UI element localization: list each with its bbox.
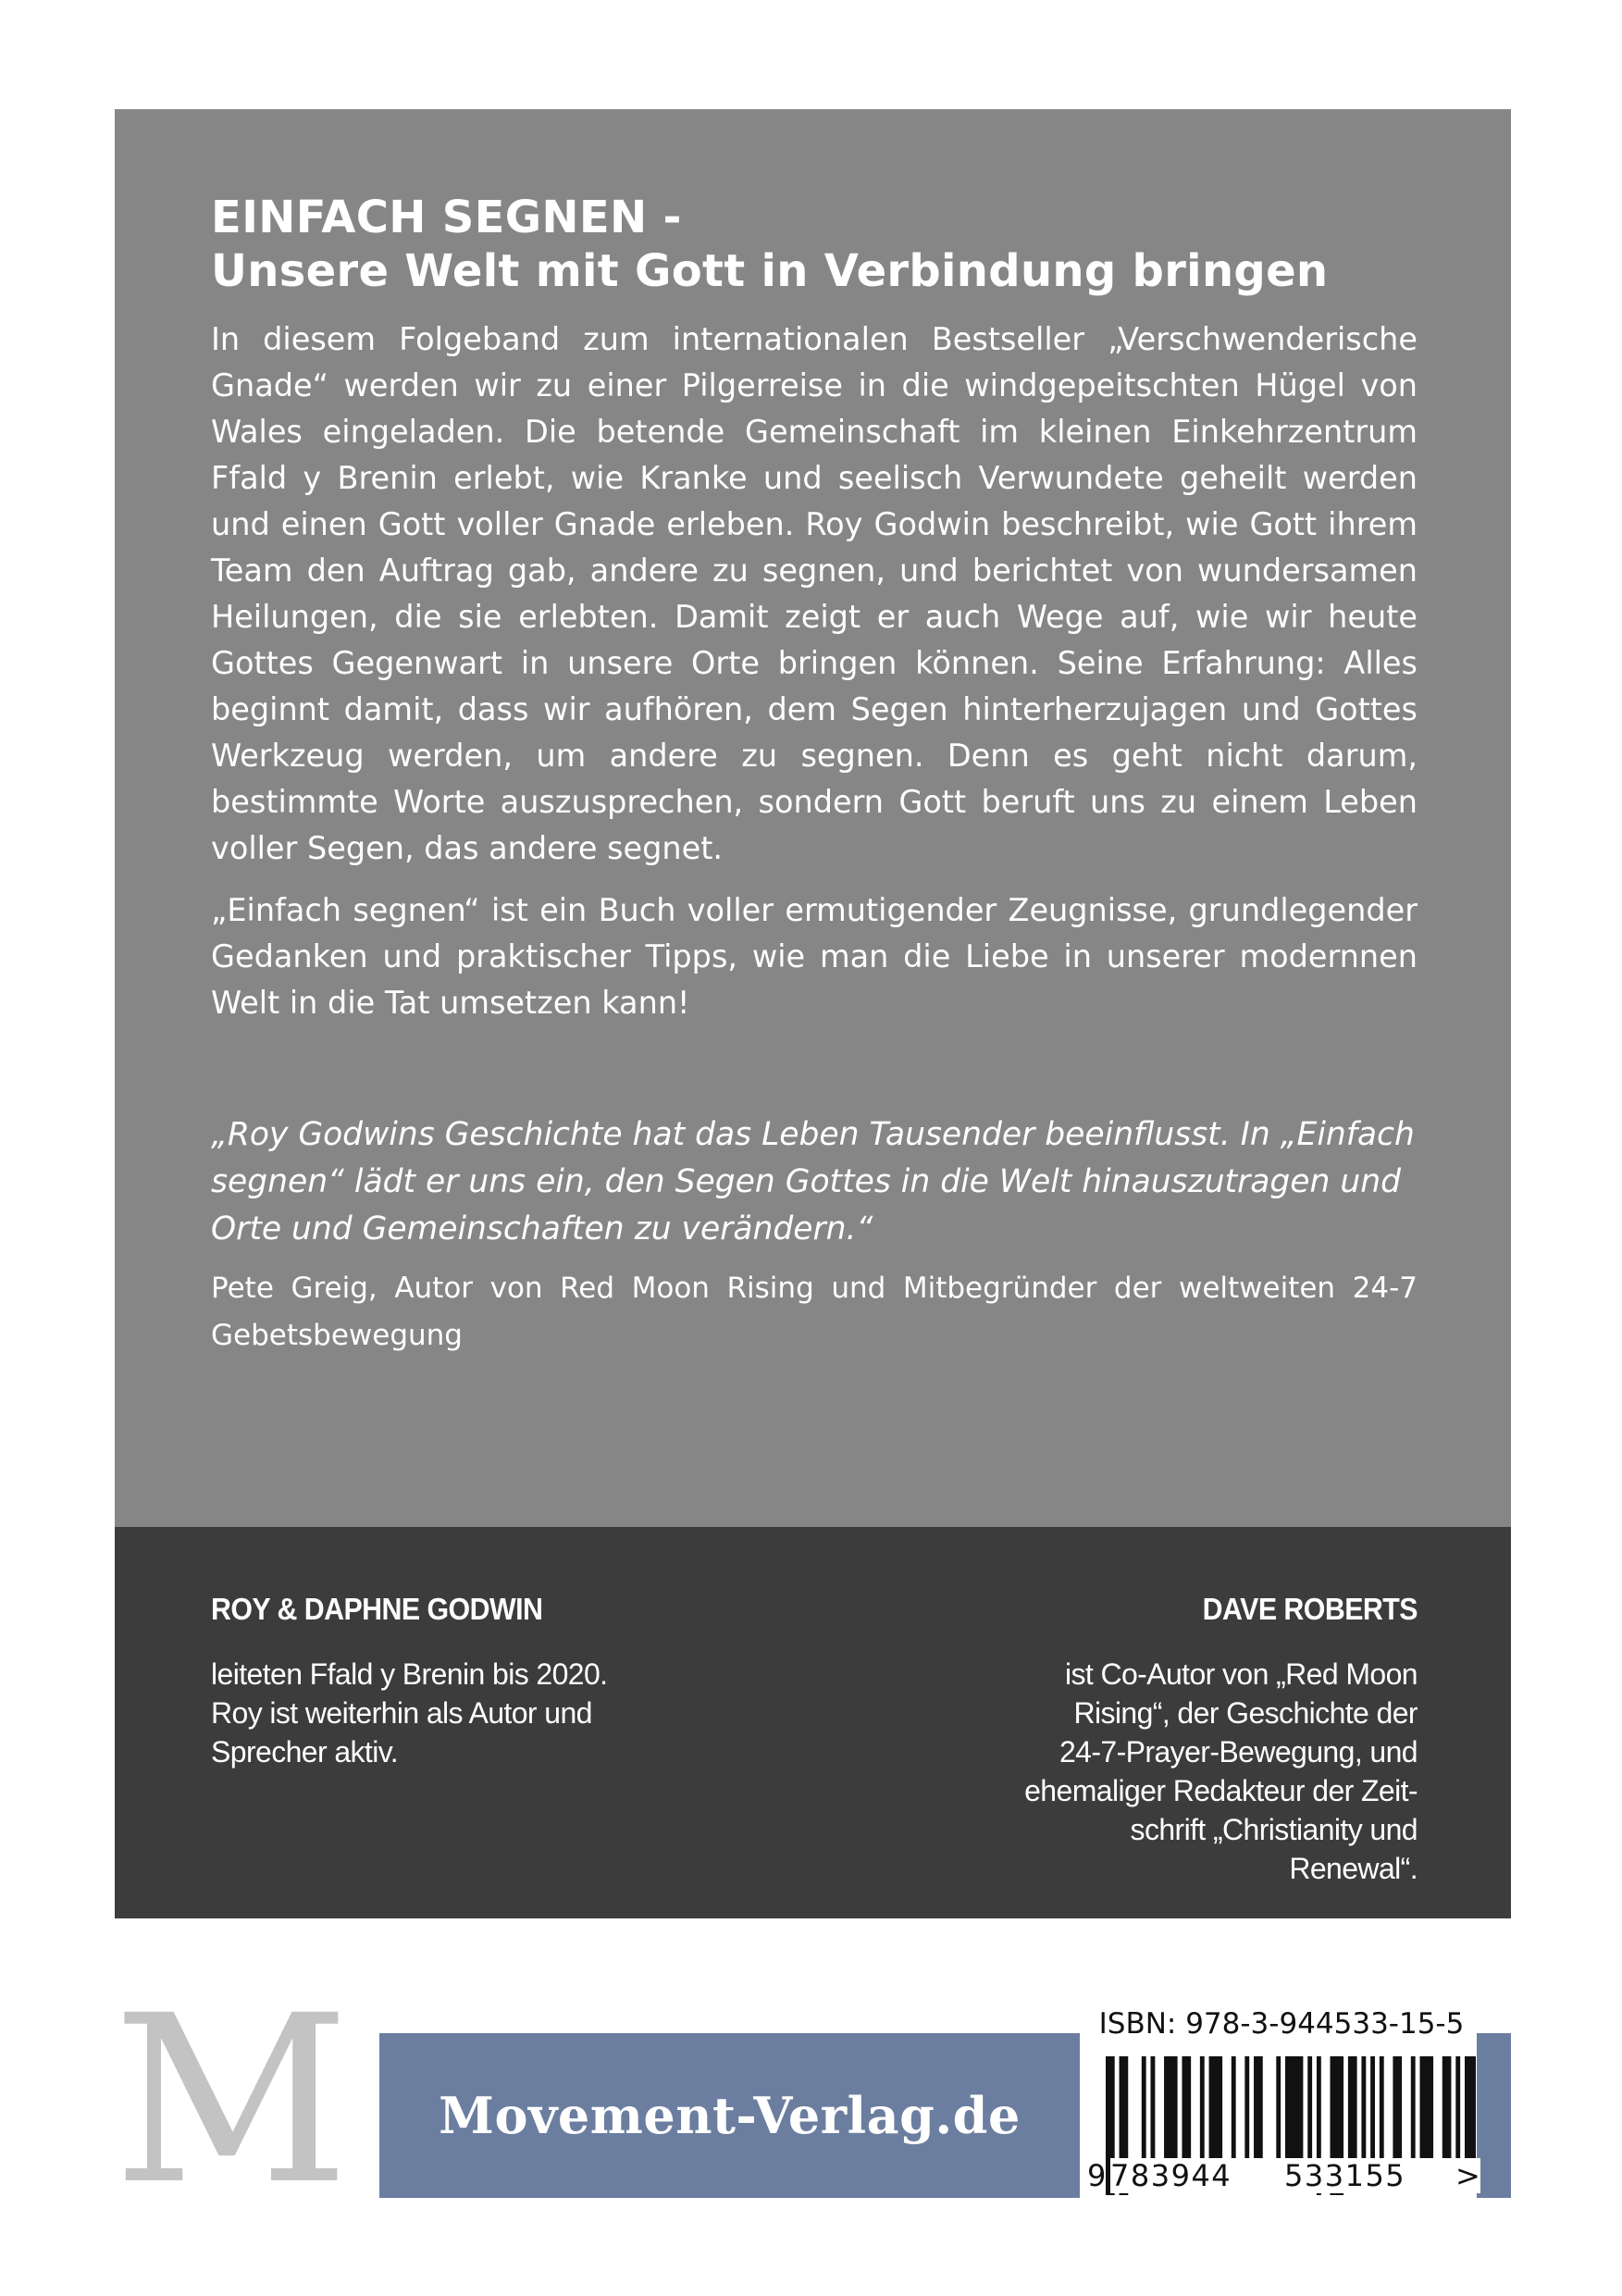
- barcode-bar: [1455, 2056, 1460, 2158]
- barcode-bar: [1393, 2056, 1402, 2158]
- barcode-bar: [1142, 2056, 1146, 2158]
- publisher-url-banner: [379, 2033, 1080, 2198]
- author-right-bio-line: schrift „Christianity und Renewal“.: [1130, 1813, 1418, 1885]
- description-panel: [115, 109, 1511, 1527]
- barcode-bar: [1232, 2056, 1236, 2158]
- publisher-logo: M: [113, 1966, 350, 2235]
- isbn-label: ISBN: 978-3-944533-15-5: [1098, 2007, 1465, 2041]
- accent-stripe: [1477, 2033, 1511, 2198]
- barcode-bar: [1411, 2056, 1416, 2158]
- barcode-bar: [1307, 2056, 1312, 2158]
- barcode-bar: [1276, 2056, 1281, 2158]
- author-left: [211, 1592, 627, 1771]
- authors-panel: [115, 1527, 1511, 1918]
- blurb: [211, 316, 1418, 1026]
- barcode-bar: [1285, 2056, 1303, 2158]
- barcode-bar: [1151, 2056, 1156, 2158]
- blurb-paragraph-1: In diesem Folgeband zum internationalen Bestseller „Verschwenderische Gnade“ werden wir zu einer Pilgerreise in die windgepeitschten Hügel von Wales eingeladen. Die betende Gemeinschaft im kleinen Einkehrzentrum Ffald y Brenin erlebt, wie Kranke und seelisch Verwundete geheilt werden und einen Gott voller Gnade erleben. Roy Godwin beschreibt, wie Gott ihrem Team den Auftrag gab, andere zu segnen, und berichtet von wundersamen Heilungen, die sie erlebten. Damit zeigt er auch Wege auf, wie wir heute Gottes Gegenwart in unsere Orte bringen können. Seine Erfahrung: Alles beginnt damit, dass wir aufhören, dem Segen hinterherzujagen und Gottes Werkzeug werden, um andere zu segnen. Denn es geht nicht darum, bestimmte Worte auszusprechen, sondern Gott beruft uns zu einem Leben voller Segen, das andere segnet.: [211, 321, 1418, 866]
- barcode-bar: [1465, 2056, 1476, 2158]
- endorsement: [211, 1111, 1418, 1359]
- barcode-bar: [1209, 2056, 1223, 2158]
- barcode-bar: [1420, 2056, 1434, 2158]
- book-title: [211, 191, 1418, 298]
- author-left-name: ROY & DAPHNE GODWIN: [211, 1592, 543, 1626]
- author-right-bio-line: 24-7-Prayer-Bewegung, und: [1059, 1735, 1418, 1769]
- author-right-name: DAVE ROBERTS: [1202, 1592, 1418, 1626]
- barcode-group-1: 783944: [1110, 2158, 1232, 2193]
- barcode-bar: [1254, 2056, 1263, 2158]
- barcode-bar: [1164, 2056, 1178, 2158]
- barcode-first-digit: 9: [1087, 2158, 1107, 2193]
- barcode-bar: [1361, 2056, 1366, 2158]
- barcode-group-2: 533155: [1284, 2158, 1406, 2193]
- endorsement-quote: „Roy Godwins Geschichte hat das Leben Tausender beeinflusst. In „Einfach segnen“ lädt er uns ein, den Segen Gottes in die Welt hinauszutragen und Orte und Gemeinschaften zu verändern.“: [211, 1116, 1415, 1247]
- barcode-digits: [1087, 2156, 1480, 2201]
- barcode-bar: [1380, 2056, 1384, 2158]
- author-right: [1020, 1592, 1418, 1888]
- barcode-bar: [1244, 2056, 1249, 2158]
- author-right-bio-line: ehemaliger Redakteur der Zeit-: [1024, 1774, 1418, 1807]
- author-left-bio: leiteten Ffald y Brenin bis 2020. Roy ist weiterhin als Autor und Sprecher aktiv.: [211, 1657, 608, 1769]
- barcode-bar: [1442, 2056, 1452, 2158]
- author-right-bio: [1020, 1655, 1418, 1888]
- barcode-arrow: >: [1455, 2158, 1480, 2193]
- endorsement-attribution: Pete Greig, Autor von Red Moon Rising und Mitbegründer der weltweiten 24-7 Gebetsbewegung: [211, 1272, 1418, 1352]
- barcode-bar: [1200, 2056, 1205, 2158]
- publisher-url: Movement-Verlag.de: [439, 2086, 1021, 2145]
- author-right-bio-line: Rising“, der Geschichte der: [1073, 1696, 1418, 1730]
- blurb-paragraph-2: „Einfach segnen“ ist ein Buch voller ermutigender Zeugnisse, grundlegender Gedanken und praktischer Tipps, wie man die Liebe in unserer modernnen Welt in die Tat umsetzen kann!: [211, 892, 1418, 1021]
- barcode-bar: [1348, 2056, 1357, 2158]
- author-right-bio-line: ist Co-Autor von „Red Moon: [1064, 1657, 1418, 1691]
- barcode-bar: [1182, 2056, 1191, 2158]
- book-subtitle: Unsere Welt mit Gott in Verbindung bringen: [211, 245, 1329, 297]
- barcode-bar: [1370, 2056, 1375, 2158]
- book-title-line1: EINFACH SEGNEN -: [211, 192, 682, 243]
